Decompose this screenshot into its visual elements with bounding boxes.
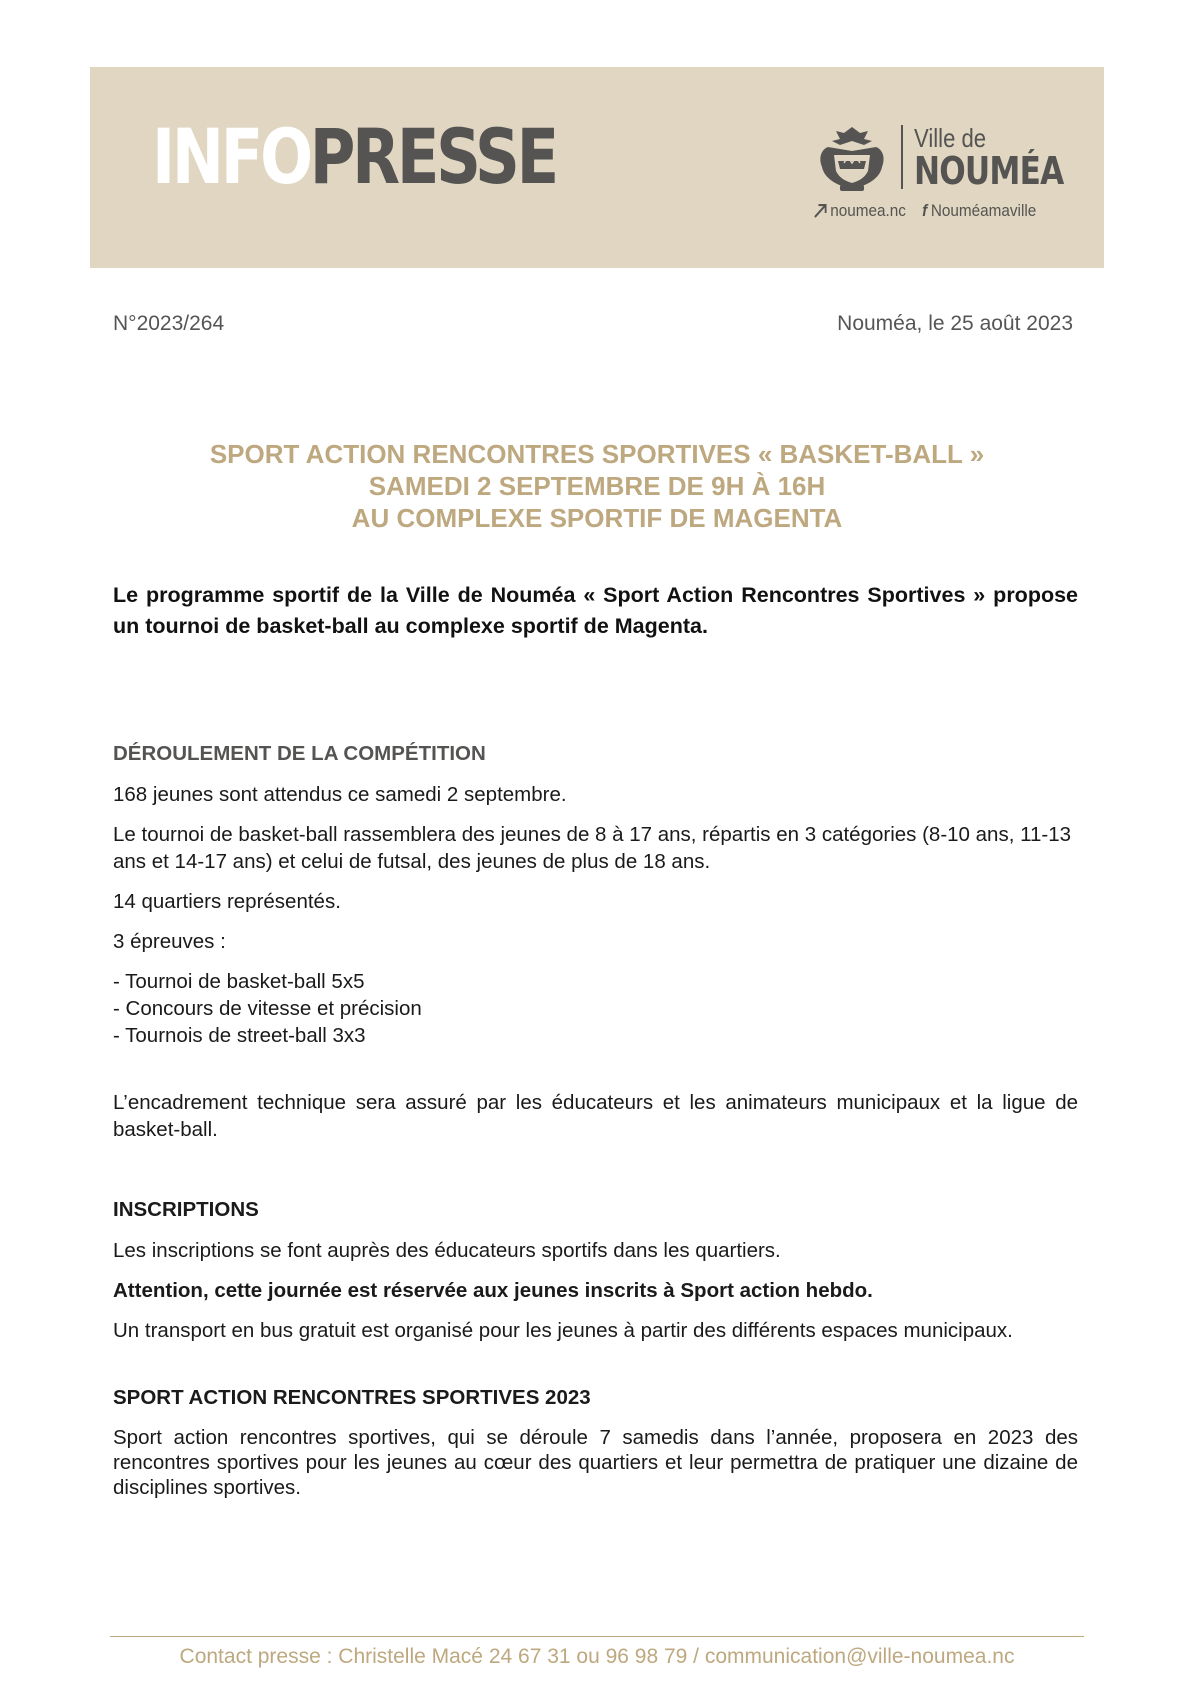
section-heading-sport-action-2023: SPORT ACTION RENCONTRES SPORTIVES 2023 [113,1386,591,1409]
events-list [113,968,1078,1049]
section-heading-inscriptions: INSCRIPTIONS [113,1198,259,1221]
paragraph: 3 épreuves : [113,930,226,953]
logo-ville-de: Ville de [914,123,987,153]
document-body [113,740,1078,1500]
paragraph: 14 quartiers représentés. [113,890,341,913]
list-item: - Tournoi de basket-ball 5x5 [113,970,365,993]
paragraph: 168 jeunes sont attendus ce samedi 2 septembre. [113,783,567,806]
paragraph: Les inscriptions se font auprès des éducateurs sportifs dans les quartiers. [113,1239,781,1262]
facebook-icon: f [922,201,928,220]
paragraph: Un transport en bus gratuit est organisé pour les jeunes à partir des différents espaces municipaux. [113,1319,1013,1342]
document-title [90,438,1104,534]
paragraph: Sport action rencontres sportives, qui se déroule 7 samedis dans l’année, proposera en 2023 des rencontres sportives pour les jeunes au cœur des quartiers et leur permettra de pratiquer une dizaine de disciplines sportives. [113,1426,1078,1499]
brand-info: INFO [152,112,310,201]
lead-paragraph: Le programme sportif de la Ville de Nouméa « Sport Action Rencontres Sportives » propose un tournoi de basket-ball au complexe sportif de Magenta. [113,583,1078,638]
paragraph: Le tournoi de basket-ball rassemblera des jeunes de 8 à 17 ans, répartis en 3 catégories (8-10 ans, 11-13 ans et 14-17 ans) et celui de futsal, des jeunes de plus de 18 ans. [113,823,1072,873]
paragraph-warning: Attention, cette journée est réservée aux jeunes inscrits à Sport action hebdo. [113,1279,873,1302]
press-release-date: Nouméa, le 25 août 2023 [837,312,1073,335]
list-item: - Tournois de street-ball 3x3 [113,1024,366,1047]
info-presse-wordmark [152,112,556,201]
title-line-1: SPORT ACTION RENCONTRES SPORTIVES « BASKET-BALL » [209,439,985,469]
title-line-2: SAMEDI 2 SEPTEMBRE DE 9H À 16H [368,471,826,501]
section-heading-competition: DÉROULEMENT DE LA COMPÉTITION [113,742,486,765]
footer-divider [110,1636,1084,1637]
title-line-3: AU COMPLEXE SPORTIF DE MAGENTA [351,503,843,533]
ville-de-noumea-logo [814,123,1074,223]
paragraph: L’encadrement technique sera assuré par les éducateurs et les animateurs municipaux et la ligue de basket-ball. [113,1091,1078,1141]
website-link[interactable]: noumea.nc [830,201,906,220]
arrow-icon [814,204,827,218]
header-banner [90,67,1104,268]
noumea-coat-of-arms-icon [814,123,890,195]
brand-presse: PRESSE [309,112,556,201]
footer-contact: Contact presse : Christelle Macé 24 67 31 ou 96 98 79 / communication@ville-noumea.nc [179,1645,1015,1668]
list-item: - Concours de vitesse et précision [113,997,422,1020]
press-release-number: N°2023/264 [113,312,225,335]
logo-links [814,201,1036,221]
facebook-link[interactable]: Nouméamaville [930,201,1037,220]
logo-noumea: NOUMÉA [914,149,1064,193]
logo-divider [901,125,903,189]
